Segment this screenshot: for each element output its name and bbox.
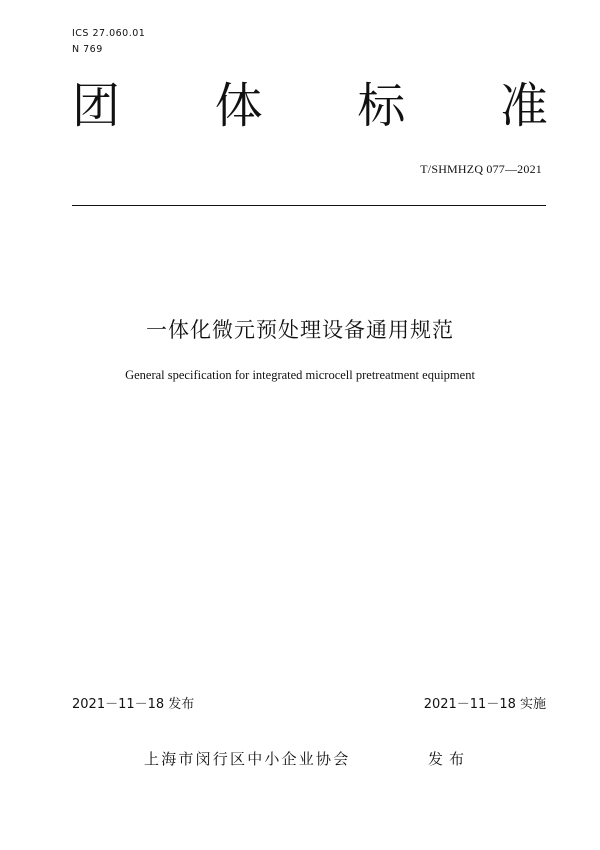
standard-number: T/SHMHZQ 077—2021 [420,162,542,176]
chinese-title: 一体化微元预处理设备通用规范 [146,318,454,342]
standard-type-char-1: 团 [72,78,121,134]
standard-type-char-4: 准 [499,78,548,134]
publish-label: 发布 [428,750,471,768]
ccs-code: N 769 [72,44,103,55]
header-divider [72,205,546,206]
standard-type-char-2: 体 [214,78,263,134]
standard-type-char-3: 标 [357,78,406,134]
ics-code: ICS 27.060.01 [72,28,146,39]
implement-date: 2021－11－18 实施 [423,697,546,712]
english-title: General specification for integrated microcell pretreatment equipment [125,368,475,382]
standard-type-heading [72,78,548,134]
publish-date: 2021－11－18 发布 [72,697,195,712]
publisher-name: 上海市闵行区中小企业协会 [144,750,351,768]
